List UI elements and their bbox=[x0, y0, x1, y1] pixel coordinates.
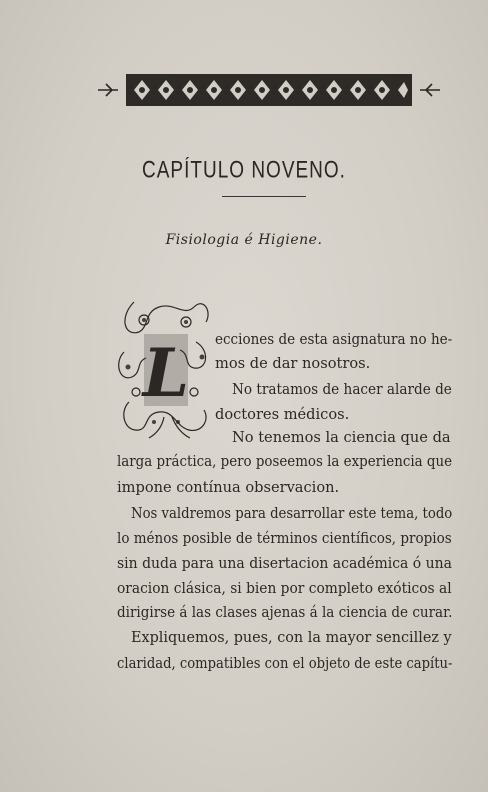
body-line: Nos valdremos para desarrollar este tema, todo bbox=[131, 505, 453, 522]
chapter-title: CAPÍTULO NOVENO. bbox=[142, 157, 346, 184]
body-line: doctores médicos. bbox=[215, 406, 350, 423]
body-line: dirigirse á las clases ajenas á la ciencia de curar. bbox=[117, 604, 453, 621]
body-line: larga práctica, pero poseemos la experiencia que bbox=[117, 453, 453, 470]
body-line: sin duda para una disertacion académica ó una bbox=[117, 555, 452, 572]
body-line: Expliquemos, pues, con la mayor sencillez y bbox=[131, 629, 452, 646]
body-line: mos de dar nosotros. bbox=[215, 355, 371, 372]
body-line: impone contínua observacion. bbox=[117, 479, 340, 496]
body-line: claridad, compatibles con el objeto de este capítu- bbox=[117, 655, 453, 672]
chapter-subtitle: Fisiologia é Higiene. bbox=[165, 232, 323, 248]
body-line: ecciones de esta asignatura no he- bbox=[215, 331, 453, 348]
dropcap-letter: L bbox=[142, 334, 190, 412]
body-line: No tratamos de hacer alarde de bbox=[232, 381, 452, 398]
ornamental-header-band bbox=[96, 68, 442, 112]
title-rule bbox=[222, 196, 306, 197]
body-line: No tenemos la ciencia que da bbox=[232, 429, 451, 446]
body-line: lo ménos posible de términos científicos, propios bbox=[117, 530, 452, 547]
body-line: oracion clásica, si bien por completo exóticos al bbox=[117, 580, 452, 597]
illuminated-initial bbox=[114, 292, 214, 442]
